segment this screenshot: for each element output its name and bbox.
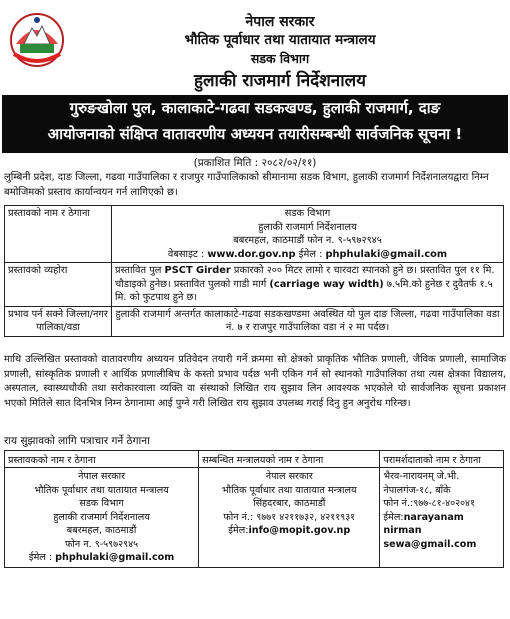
header-line-government: नेपाल सरकार: [245, 14, 315, 30]
contact-address-table: [4, 450, 504, 568]
contact-line: नेपाल सरकार: [265, 471, 313, 482]
request-paragraph: माथि उल्लिखित प्रस्तावको वातावरणीय अध्ययन प्रतिवेदन तयारी गर्ने क्रममा सो क्षेत्रको प्राकृतिक भौतिक प्रणाली, जैविक प्रणाली, सामाजिक प्रणाली, सांस्कृतिक प्रणाली र आर्थिक प्रणालीबिच के कस्तो प्रभाव पर्दछ भनी एकिन गर्न सो स्थानको गाउँपालिका तथा त्यस क्षेत्रका विद्यालय, अस्पताल, स्वास्थ्यचौकी तथा सरोकारवाला व्यक्ति वा संस्थाको लिखित राय सुझाव लिन आवश्यक भएकोले यो सार्वजनिक सूचना प्रकाशन भएको मितिले सात दिनभित्र निम्न ठेगानामा आई पुग्ने गरी लिखित राय सुझाव उपलब्ध गराई दिनु हुन अनुरोध गरिन्छ।: [4, 354, 506, 409]
contact-line: सडक विभाग: [79, 498, 124, 509]
contact-line: फोन न. ९-५९७२९४५: [65, 538, 139, 550]
banner-line-2: आयोजनाको संक्षिप्त वातावरणीय अध्ययन तयारीसम्बन्धी सार्वजनिक सूचना !: [47, 125, 463, 143]
contact-email-line: [383, 511, 500, 552]
contact-line: सिंहदरबार, काठमाडौं: [253, 498, 326, 509]
contact-line: फोन नं.: ९७७१ ४२११७३२, ४२११९३१: [223, 511, 356, 523]
proposer-line: हुलाकी राजमार्ग निर्देशनालय: [258, 221, 357, 233]
row-value-description: [112, 263, 504, 307]
row-value-affected-area: हुलाकी राजमार्ग अन्तर्गत कालाकाटे-गढवा सडकखण्डमा अवस्थित यो पुल दाङ जिल्ला, गढवा गाउँपालिका वडा नं. ७ र राजपुर गाउँपालिका वडा नं २ मा पर्दछ।: [112, 306, 504, 336]
contact-line: बबरमहल, काठमाडौं: [66, 525, 137, 536]
contact-line: हुलाकी राजमार्ग निर्देशनालय: [53, 511, 150, 523]
email-prefix: ईमेल :: [295, 248, 326, 260]
email-link[interactable]: narayanam nirman sewa@gmail.com: [383, 511, 477, 550]
contact-line: भौतिक पूर्वाधार तथा यातायात मन्त्रालय: [34, 484, 169, 496]
row-label-affected-area: प्रभाव पर्न सक्ने जिल्ला/नगर पालिका/वडा: [5, 306, 112, 336]
table-row: [5, 468, 504, 568]
contact-line: नेपालगंज-१८, बाँके: [383, 484, 451, 496]
proposer-line: बबरमहल, काठमाडौं फोन न. ९-५९७२९४५: [233, 235, 382, 246]
carriage-way-term: (carriage way width): [269, 278, 384, 290]
notice-title-banner: [2, 95, 508, 153]
contact-line: नेपाल सरकार: [78, 471, 126, 482]
email-link[interactable]: phphulaki@gmail.com: [55, 552, 175, 563]
correspondence-heading: राय सुझावको लागि पत्राचार गर्ने ठेगाना: [4, 435, 150, 447]
publication-date: (प्रकाशित मिति : २०८२/०२/११): [193, 157, 317, 169]
website-prefix: वेबसाइट :: [167, 248, 208, 260]
description-text: ७.५मि.को हुनेछ र दुवैतर्फ १.५ मि. को फुटपाथ हुने छ।: [115, 278, 493, 303]
header-ministry: सम्बन्धित मन्त्रालयको नाम र ठेगाना: [199, 451, 380, 468]
contact-email-line: [202, 524, 376, 538]
email-prefix: ईमेल:: [383, 511, 404, 523]
header-line-department: सडक विभाग: [250, 51, 310, 66]
nepal-government-emblem-icon: [6, 10, 68, 68]
header-line-ministry: भौतिक पूर्वाधार तथा यातायात मन्त्रालय: [184, 32, 376, 48]
contact-email-line: [8, 551, 195, 565]
header-line-directorate: हुलाकी राजमार्ग निर्देशनालय: [193, 71, 366, 91]
header-proposer: प्रस्तावकको नाम र ठेगाना: [5, 451, 199, 468]
intro-paragraph: लुम्बिनी प्रदेश, दाङ जिल्ला, गढवा गाउँपालिका र राजपुर गाउँपालिकाको सीमानामा सडक विभाग, हुलाकी राजमार्ग निर्देशनालयद्वारा निम्न बमोजिमको प्रस्ताव कार्यान्वयन गर्न लागिएको छ।: [4, 172, 489, 198]
notice-header: [0, 0, 510, 96]
email-prefix: ईमेल :: [28, 552, 56, 563]
contact-consultant: [380, 468, 504, 568]
description-text: प्रस्तावित पुल: [115, 265, 165, 276]
girder-type: PSCT Girder: [164, 265, 231, 276]
row-value-proposer: [112, 206, 504, 263]
row-label-proposer: प्रस्तावको नाम र ठेगाना: [5, 206, 112, 263]
description-text: प्रकारको २०० मिटर लामो र चारवटा स्पानको हुने छ। प्रस्तावित पुल ११ मि. चौडाइको हुनेछ। प्रस्तावित पुलको गाडी मार्ग: [115, 265, 495, 290]
email-link[interactable]: info@mopit.gov.np: [248, 525, 351, 536]
proposer-line: सडक विभाग: [284, 208, 331, 219]
table-header-row: [5, 451, 504, 468]
contact-proposer: [5, 468, 199, 568]
row-label-description: प्रस्तावको व्यहोरा: [5, 263, 112, 307]
contact-line: भौतिक पूर्वाधार तथा यातायात मन्त्रालय: [221, 484, 357, 496]
table-row: [5, 206, 504, 263]
table-row: [5, 306, 504, 336]
contact-ministry: [199, 468, 380, 568]
contact-line: भैरव-नारायनम् जे.भी.: [383, 471, 460, 482]
proposal-info-table: [4, 205, 504, 337]
proposer-web-line: [115, 248, 500, 262]
email-link[interactable]: phphulaki@gmail.com: [325, 248, 448, 260]
contact-line: फोन नं.:९७७-८१-४०२०४१: [383, 498, 476, 509]
header-consultant: परामर्शदाताको नाम र ठेगाना: [380, 451, 504, 468]
banner-line-1: गुरुङखोला पुल, कालाकाटे-गढवा सडकखण्ड, हुलाकी राजमार्ग, दाङ: [69, 99, 441, 117]
email-prefix: ईमेल:: [228, 525, 249, 536]
website-link[interactable]: www.dor.gov.np: [207, 248, 296, 260]
table-row: [5, 263, 504, 307]
